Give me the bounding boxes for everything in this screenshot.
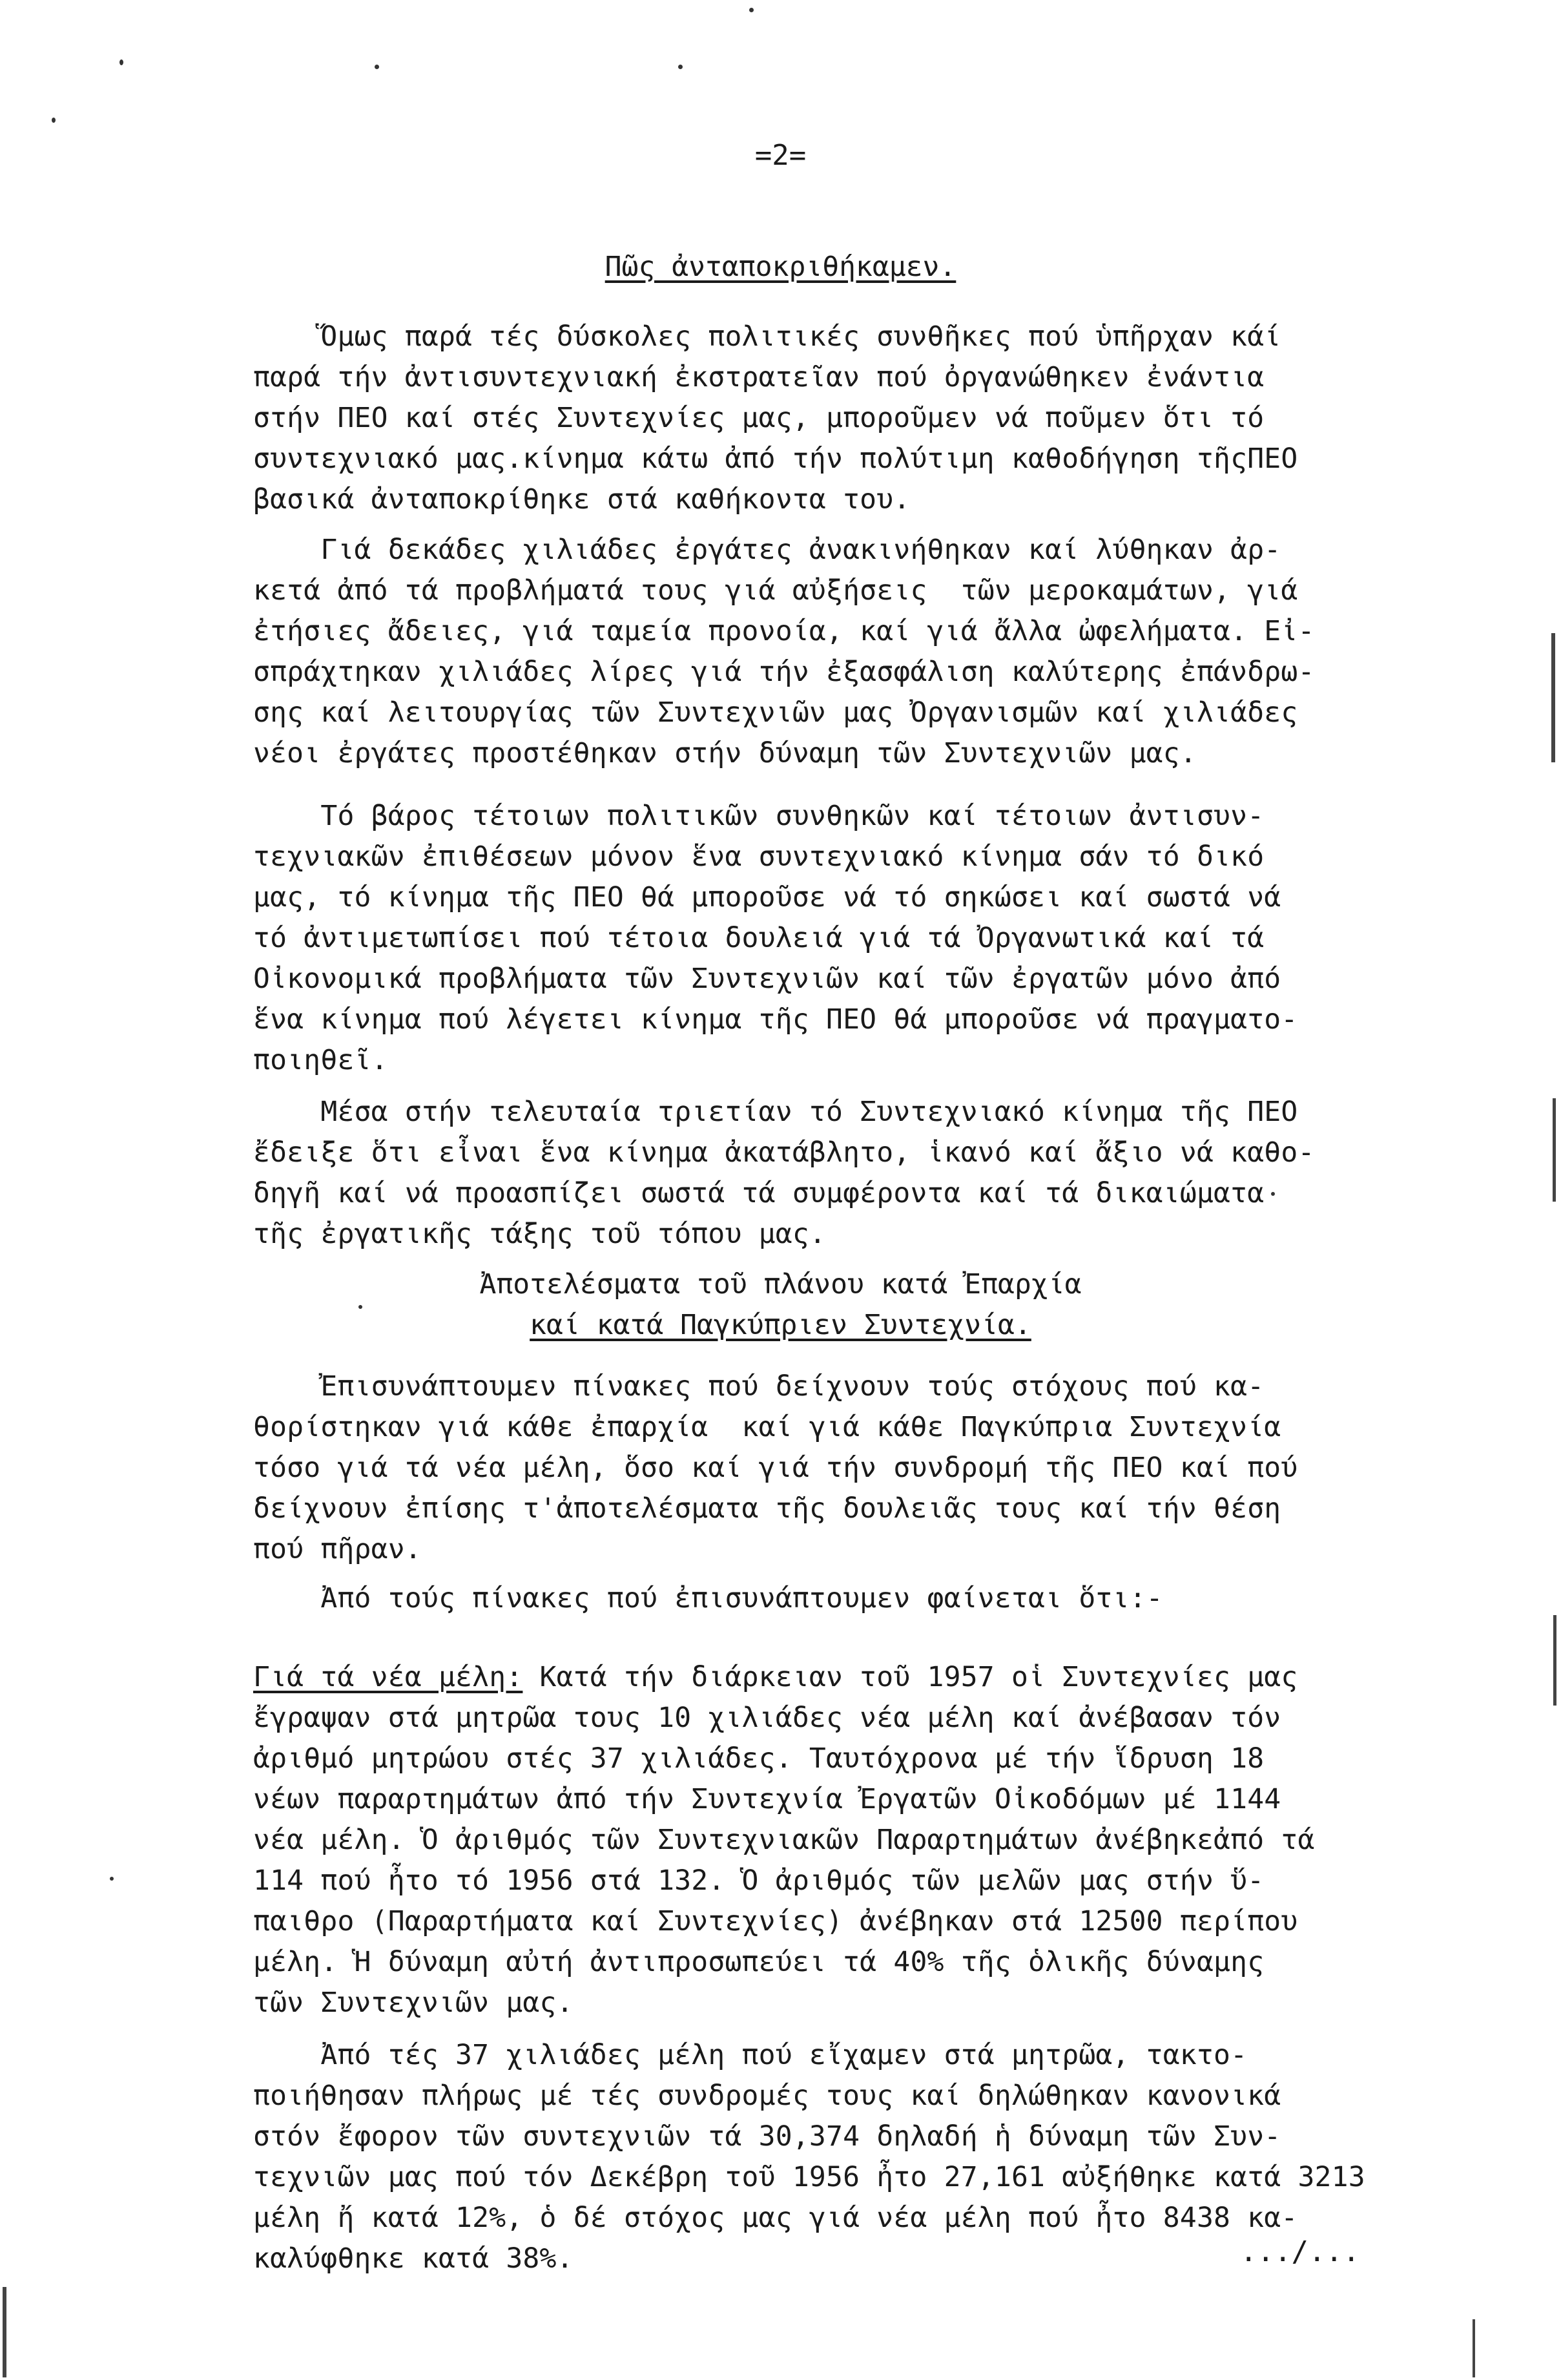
scan-edge-mark bbox=[1553, 1615, 1556, 1706]
label-new-members: Γιά τά νέα μέλη: bbox=[253, 1661, 523, 1693]
scan-speck bbox=[1271, 1192, 1275, 1196]
section-heading-results-line2-wrap bbox=[0, 1309, 1561, 1341]
scan-speck bbox=[119, 59, 123, 65]
scan-edge-mark bbox=[1553, 1098, 1556, 1202]
scan-speck bbox=[52, 118, 56, 123]
scan-speck bbox=[749, 8, 754, 12]
section-heading-results-line1: Ἀποτελέσματα τοῦ πλάνου κατά Ἐπαρχία bbox=[479, 1268, 1082, 1300]
paragraph-burden-of-attacks: Τό βάρος τέτοιων πολιτικῶν συνθηκῶν καί τέτοιων ἀντισυν- τεχνιακῶν ἐπιθέσεων μόνον ἕνα συντεχνιακό κίνημα σάν τό δικό μας, τό κίνημα τῆς ΠΕΟ θά μποροῦσε νά τό σηκώσει καί σωστά νά τό ἀντιμετωπίσει πού τέτοια δουλειά γιά τά Ὀργανωτικά καί τά Οἰκονομικά προβλήματα τῶν Συντεχνιῶν καί τῶν ἐργατῶν μόνο ἀπό ἕνα κίνημα πού λέγετει κίνημα τῆς ΠΕΟ θά μποροῦσε νά πραγματο- ποιηθεῖ. bbox=[253, 800, 1298, 1076]
paragraph-new-members bbox=[253, 1657, 1538, 2023]
paragraph-political-conditions: Ὅμως παρά τές δύσκολες πολιτικές συνθῆκες πού ὑπῆρχαν κάί παρά τήν ἀντισυντεχνιακή ἐκστρατεῖαν πού ὀργανώθηκεν ἐνάντια στήν ΠΕΟ καί στές Συντεχνίες μας, μποροῦμεν νά ποῦμεν ὅτι τό συντεχνιακό μας.κίνημα κάτω ἀπό τήν πολύτιμη καθοδήγηση τῆςΠΕΟ βασικά ἀνταποκρίθηκε στά καθήκοντα του. bbox=[253, 320, 1298, 516]
paragraph-last-three-years: Μέσα στήν τελευταία τριετίαν τό Συντεχνιακό κίνημα τῆς ΠΕΟ ἔδειξε ὅτι εἶναι ἕνα κίνημα ἀκατάβλητο, ἱκανό καί ἄξιο νά καθο- δηγῆ καί νά προασπίζει σωστά τά συμφέροντα καί τά δικαιώματα τῆς ἐργατικῆς τάξης τοῦ τόπου μας. bbox=[253, 1096, 1315, 1250]
section-heading-results-line2: καί κατά Παγκύπριεν Συντεχνία. bbox=[530, 1309, 1031, 1341]
paragraph-attached-tables: Ἐπισυνάπτουμεν πίνακες πού δείχνουν τούς στόχους πού κα- θορίστηκαν γιά κάθε ἐπαρχία καί γιά κάθε Παγκύπρια Συντεχνία τόσο γιά τά νέα μέλη, ὅσο καί γιά τήν συνδρομή τῆς ΠΕΟ καί πού δείχνουν ἐπίσης τ'ἀποτελέσματα τῆς δουλειᾶς τους καί τήν θέση πού πῆραν. bbox=[253, 1370, 1298, 1565]
new-members-text: Κατά τήν διάρκειαν τοῦ 1957 οἱ Συντεχνίες μας ἔγραψαν στά μητρῶα τους 10 χιλιάδες νέα μέλη καί ἀνέβασαν τόν ἀριθμό μητρώου στές 37 χιλιάδες. Ταυτόχρονα μέ τήν ἵδρυση 18 νέων παραρτημάτων ἀπό τήν Συντεχνία Ἐργατῶν Οἰκοδόμων μέ 1144 νέα μέλη. Ὁ ἀριθμός τῶν Συντεχνιακῶν Παραρτημάτων ἀνέβηκεἀπό τά 114 πού ἦτο τό 1956 στά 132. Ὁ ἀριθμός τῶν μελῶν μας στήν ὕ- παιθρο (Παραρτήματα καί Συντεχνίες) ἀνέβηκαν στά 12500 περίπου μέλη. Ἡ δύναμη αὐτή ἀντιπροσωπεύει τά 40% τῆς ὁλικῆς δύναμης τῶν Συντεχνιῶν μας. bbox=[253, 1661, 1315, 2019]
scan-edge-mark bbox=[1473, 2319, 1475, 2377]
page-number: =2= bbox=[754, 139, 807, 172]
section-heading-response-wrap bbox=[0, 251, 1561, 283]
continuation-mark: .../... bbox=[1240, 2235, 1360, 2268]
scan-edge-mark bbox=[1551, 633, 1555, 762]
paragraph-37-thousand-members: Ἀπό τές 37 χιλιάδες μέλη πού εἴχαμεν στά μητρῶα, τακτο- ποιήθησαν πλήρως μέ τές συνδρομές τους καί δηλώθηκαν κανονικά στόν ἔφορον τῶν συντεχνιῶν τά 30,374 δηλαδή ἡ δύναμη τῶν Συν- τεχνιῶν μας πού τόν Δεκέβρη τοῦ 1956 ἦτο 27,161 αὐξήθηκε κατά 3213 μέλη ἤ κατά 12%, ὁ δέ στόχος μας γιά νέα μέλη πού ἦτο 8438 κα- καλύφθηκε κατά 38%. bbox=[253, 2039, 1365, 2275]
scan-speck bbox=[375, 65, 379, 69]
paragraph-workers-mobilized: Γιά δεκάδες χιλιάδες ἐργάτες ἀνακινήθηκαν καί λύθηκαν ἀρ- κετά ἀπό τά προβλήματά τους γιά αὐξήσεις τῶν μεροκαμάτων, γιά ἐτήσιες ἄδειες, γιά ταμεία προνοία, καί γιά ἄλλα ὠφελήματα. Εἰ- σπράχτηκαν χιλιάδες λίρες γιά τήν ἐξασφάλιση καλύτερης ἐπάνδρω- σης καί λειτουργίας τῶν Συντεχνιῶν μας Ὀργανισμῶν καί χιλιάδες νέοι ἐργάτες προστέθηκαν στήν δύναμη τῶν Συντεχνιῶν μας. bbox=[253, 534, 1315, 769]
scan-speck bbox=[358, 1305, 362, 1309]
paragraph-from-tables: Ἀπό τούς πίνακες πού ἐπισυνάπτουμεν φαίνεται ὅτι:- bbox=[253, 1582, 1163, 1614]
scan-edge-mark bbox=[3, 2287, 6, 2377]
section-heading-response: Πῶς ἀνταποκριθήκαμεν. bbox=[605, 251, 956, 283]
scan-speck bbox=[678, 65, 683, 69]
scan-speck bbox=[110, 1877, 114, 1881]
